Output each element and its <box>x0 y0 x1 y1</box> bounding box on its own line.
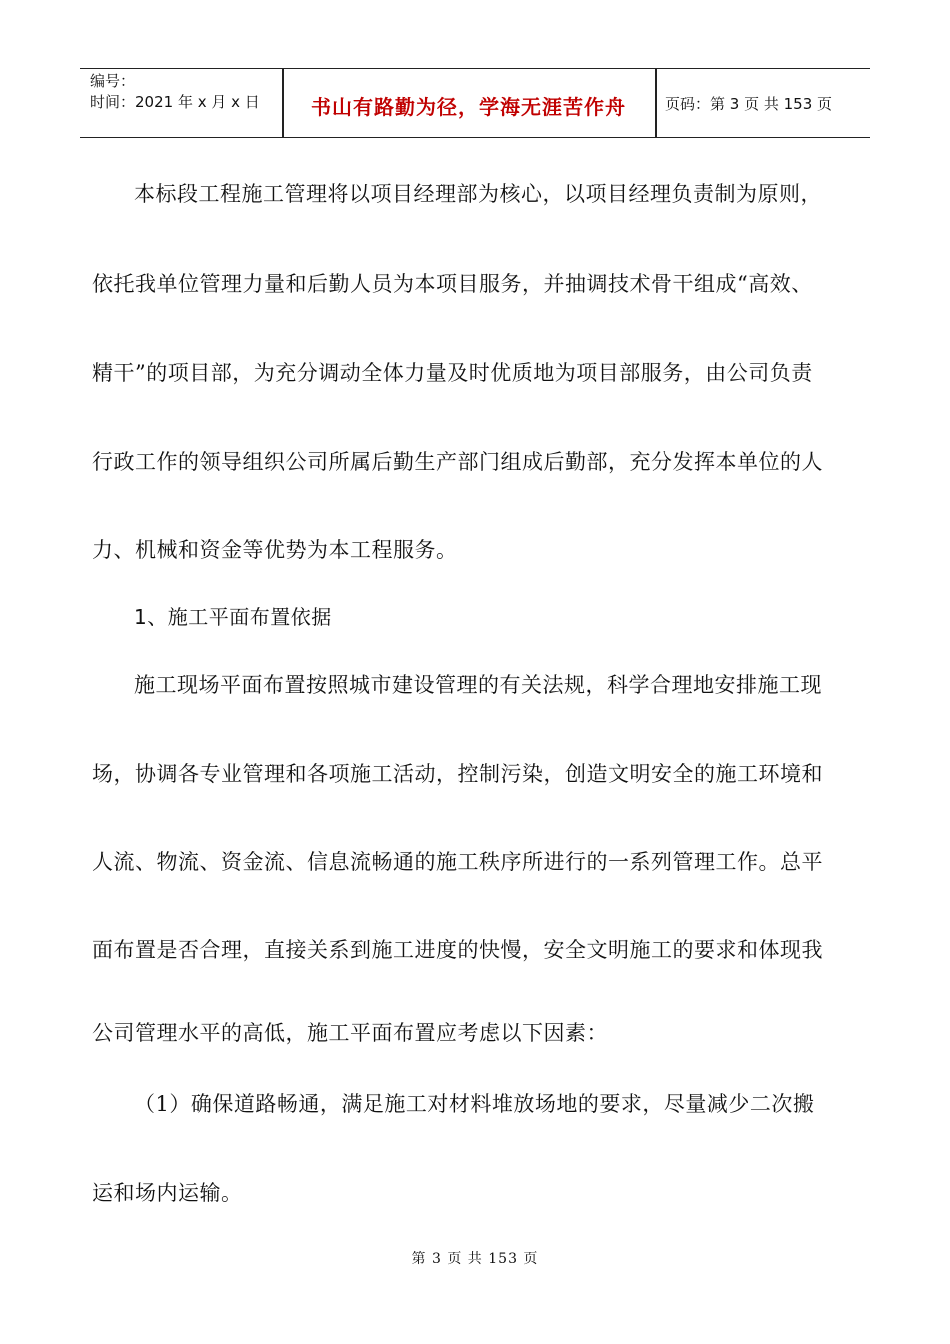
body-line: 面布置是否合理，直接关系到施工进度的快慢，安全文明施工的要求和体现我 <box>92 938 823 962</box>
header-number-label: 编号： <box>90 72 136 90</box>
header-motto: 书山有路勤为径，学海无涯苦作舟 <box>311 95 626 119</box>
body-line: 依托我单位管理力量和后勤人员为本项目服务，并抽调技术骨干组成“高效、 <box>92 272 813 296</box>
body-line: 施工现场平面布置按照城市建设管理的有关法规，科学合理地安排施工现 <box>134 673 822 697</box>
body-line: 人流、物流、资金流、信息流畅通的施工秩序所进行的一系列管理工作。总平 <box>92 850 823 874</box>
body-line: 行政工作的领导组织公司所属后勤生产部门组成后勤部，充分发挥本单位的人 <box>92 450 823 474</box>
document-header <box>80 68 870 138</box>
page-footer: 第 3 页 共 153 页 <box>411 1251 539 1267</box>
header-time-label: 时间：2021 年 x 月 x 日 <box>90 93 260 111</box>
list-item: （1）确保道路畅通，满足施工对材料堆放场地的要求，尽量减少二次搬 <box>134 1092 815 1116</box>
header-meta <box>90 71 260 113</box>
header-divider <box>655 69 657 137</box>
body-line: 本标段工程施工管理将以项目经理部为核心，以项目经理负责制为原则， <box>134 182 822 206</box>
body-line: 公司管理水平的高低，施工平面布置应考虑以下因素： <box>92 1021 608 1045</box>
header-page-label: 页码：第 3 页 共 153 页 <box>665 95 833 113</box>
body-line: 运和场内运输。 <box>92 1181 243 1205</box>
section-heading: 1、施工平面布置依据 <box>134 605 332 629</box>
body-line: 场，协调各专业管理和各项施工活动，控制污染，创造文明安全的施工环境和 <box>92 762 823 786</box>
body-line: 力、机械和资金等优势为本工程服务。 <box>92 538 458 562</box>
body-line: 精干”的项目部，为充分调动全体力量及时优质地为项目部服务，由公司负责 <box>92 361 813 385</box>
